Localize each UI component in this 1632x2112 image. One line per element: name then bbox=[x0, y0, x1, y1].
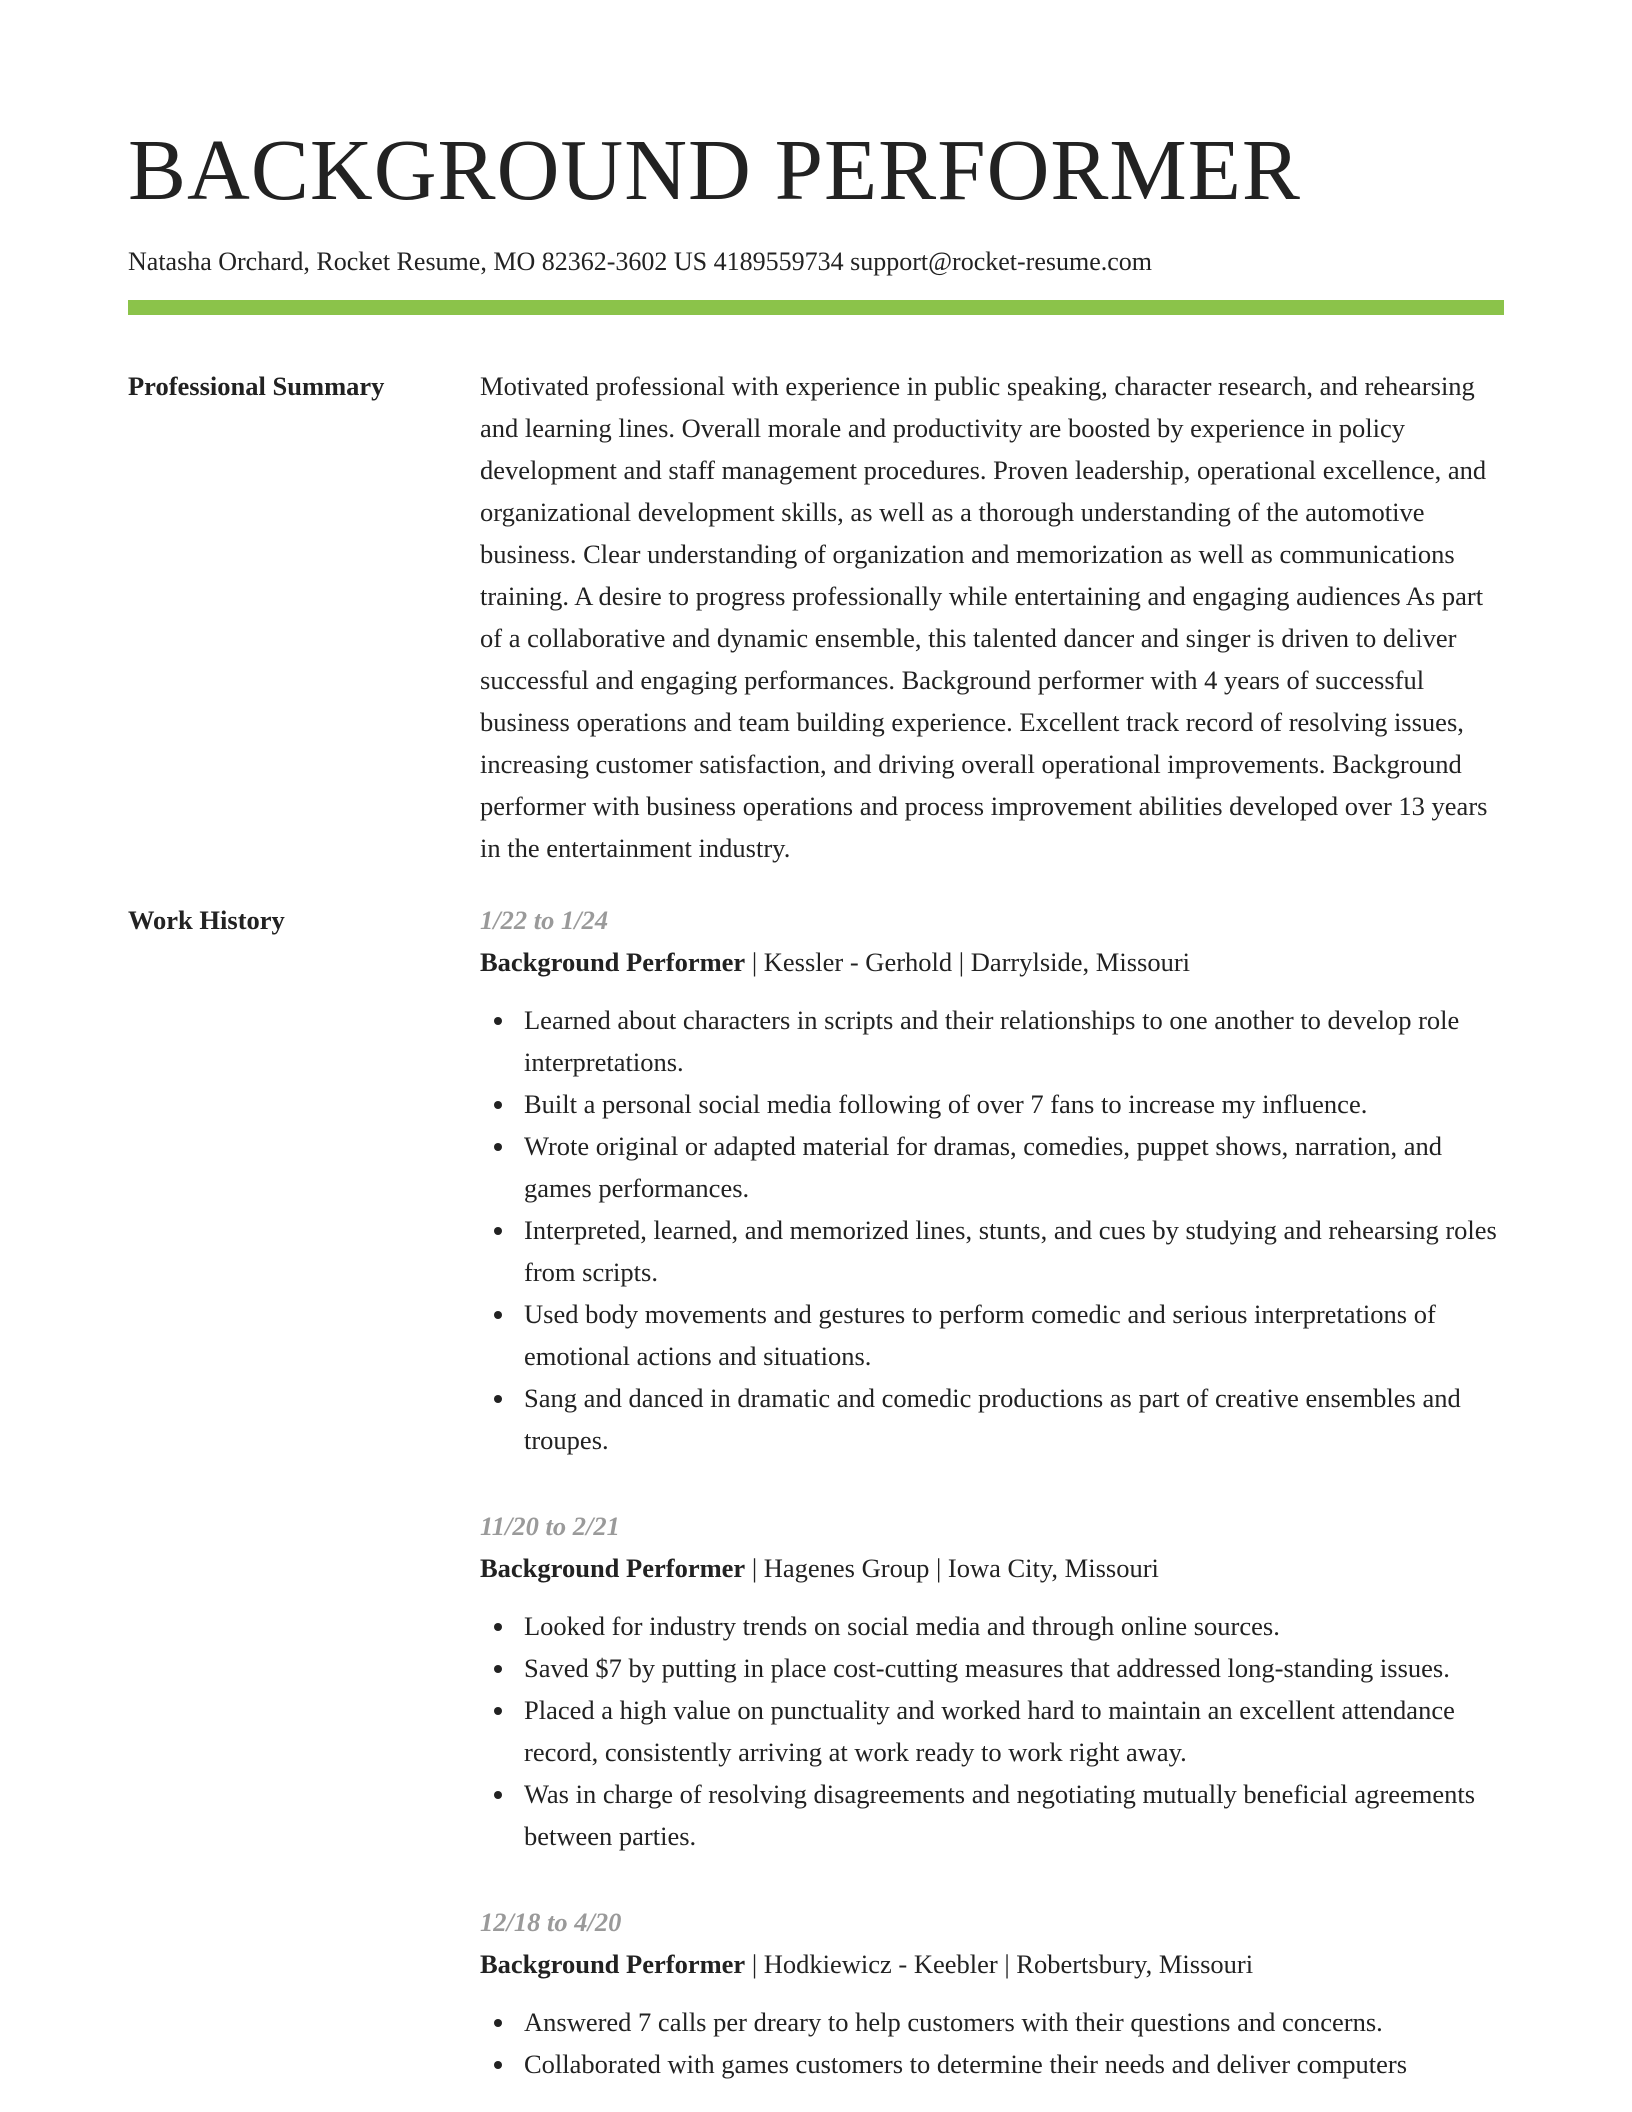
job-entry bbox=[480, 899, 1504, 1461]
work-history-list bbox=[480, 899, 1504, 2112]
job-entry bbox=[480, 1505, 1504, 1857]
job-bullet: Interpreted, learned, and memorized lines, stunts, and cues by studying and rehearsing roles from scripts. bbox=[480, 1209, 1504, 1293]
job-bullet: Answered 7 calls per dreary to help customers with their questions and concerns. bbox=[480, 2001, 1504, 2043]
job-bullet: Built a personal social media following of over 7 fans to increase my influence. bbox=[480, 1083, 1504, 1125]
job-bullet-list bbox=[480, 1605, 1504, 1857]
accent-divider bbox=[128, 300, 1504, 315]
job-heading bbox=[480, 1547, 1504, 1589]
job-heading bbox=[480, 941, 1504, 983]
job-dates: 1/22 to 1/24 bbox=[480, 905, 609, 935]
job-bullet: Learned about characters in scripts and their relationships to one another to develop role interpretations. bbox=[480, 999, 1504, 1083]
job-bullet: Used body movements and gestures to perform comedic and serious interpretations of emotional actions and situations. bbox=[480, 1293, 1504, 1377]
resume-title: BACKGROUND PERFORMER bbox=[128, 121, 1301, 218]
professional-summary-section bbox=[128, 365, 1504, 869]
job-details: | Hodkiewicz - Keebler | Robertsbury, Missouri bbox=[745, 1949, 1254, 1979]
work-history-section bbox=[128, 899, 1504, 2112]
job-bullet-list bbox=[480, 2001, 1504, 2085]
job-details: | Kessler - Gerhold | Darrylside, Missouri bbox=[745, 947, 1191, 977]
job-title: Background Performer bbox=[480, 1553, 746, 1583]
job-bullet: Sang and danced in dramatic and comedic productions as part of creative ensembles and troupes. bbox=[480, 1377, 1504, 1461]
job-bullet-list bbox=[480, 999, 1504, 1461]
job-bullet: Was in charge of resolving disagreements and negotiating mutually beneficial agreements between parties. bbox=[480, 1773, 1504, 1857]
section-heading-work-history: Work History bbox=[128, 905, 285, 935]
job-title: Background Performer bbox=[480, 947, 746, 977]
job-bullet: Wrote original or adapted material for dramas, comedies, puppet shows, narration, and games performances. bbox=[480, 1125, 1504, 1209]
section-heading-summary: Professional Summary bbox=[128, 371, 385, 401]
job-bullet: Collaborated with games customers to determine their needs and deliver computers bbox=[480, 2043, 1504, 2085]
job-heading bbox=[480, 1943, 1504, 1985]
contact-line: Natasha Orchard, Rocket Resume, MO 82362-3602 US 4189559734 support@rocket-resume.com bbox=[128, 247, 1153, 276]
summary-text: Motivated professional with experience in public speaking, character research, and rehearsing and learning lines. Overall morale and productivity are boosted by experience in policy development and staff management procedures. Proven leadership, operational excellence, and organizational development skills, as well as a thorough understanding of the automotive business. Clear understanding of organization and memorization as well as communications training. A desire to progress professionally while entertaining and engaging audiences As part of a collaborative and dynamic ensemble, this talented dancer and singer is driven to deliver successful and engaging performances. Background performer with 4 years of successful business operations and team building experience. Excellent track record of resolving issues, increasing customer satisfaction, and driving overall operational improvements. Background performer with business operations and process improvement abilities developed over 13 years in the entertainment industry. bbox=[480, 371, 1488, 863]
resume-page bbox=[128, 120, 1504, 2112]
job-title: Background Performer bbox=[480, 1949, 746, 1979]
job-dates: 12/18 to 4/20 bbox=[480, 1907, 622, 1937]
job-bullet: Saved $7 by putting in place cost-cutting measures that addressed long-standing issues. bbox=[480, 1647, 1504, 1689]
job-dates: 11/20 to 2/21 bbox=[480, 1511, 620, 1541]
job-entry bbox=[480, 1901, 1504, 2085]
job-bullet: Placed a high value on punctuality and worked hard to maintain an excellent attendance record, consistently arriving at work ready to work right away. bbox=[480, 1689, 1504, 1773]
job-details: | Hagenes Group | Iowa City, Missouri bbox=[745, 1553, 1159, 1583]
job-bullet: Looked for industry trends on social media and through online sources. bbox=[480, 1605, 1504, 1647]
